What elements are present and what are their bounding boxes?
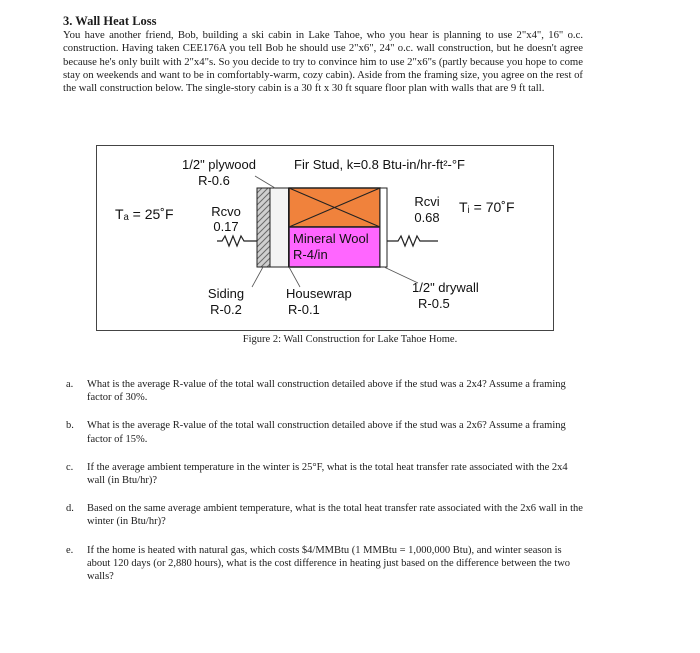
- housewrap-label: Housewrap: [286, 286, 352, 301]
- plywood-leader: [255, 176, 275, 188]
- siding-leader: [252, 267, 263, 287]
- siding-r-value: R-0.2: [210, 302, 242, 317]
- question-marker: c.: [66, 461, 74, 473]
- housewrap-r-value: R-0.1: [288, 302, 320, 317]
- drywall-label: 1/2" drywall: [412, 280, 479, 295]
- question-text: Based on the same average ambient temperature, what is the total heat transfer rate associated with the 2x6 wall in the winter (in Btu/hr)?: [87, 503, 583, 528]
- drywall-layer: [380, 188, 387, 267]
- siding-layer: [257, 188, 270, 267]
- problem-title: 3. Wall Heat Loss: [63, 14, 157, 28]
- drywall-r-value: R-0.5: [418, 296, 450, 311]
- outside-resistor-icon: [217, 236, 257, 246]
- question-marker: b.: [66, 420, 74, 432]
- insulation-label: Mineral Wool: [293, 231, 369, 246]
- indoor-temp-label: Tᵢ = 70˚F: [459, 199, 515, 215]
- siding-label: Siding: [207, 286, 245, 301]
- question-text: What is the average R-value of the total wall construction detailed above if the stud was a 2x4? Assume a framing factor of 30%.: [87, 379, 566, 404]
- rcvi-label: Rcvi: [414, 194, 440, 209]
- question-d: [66, 502, 586, 528]
- question-text: If the home is heated with natural gas, which costs $4/MMBtu (1 MMBtu = 1,000,000 Btu), and winter season is about 120 days (or 2,880 hours), what is the cost difference in heating just based on the difference between the two walls?: [87, 544, 571, 583]
- ambient-temp-label: Tₐ = 25˚F: [115, 206, 174, 222]
- question-marker: a.: [66, 379, 74, 390]
- problem-intro: You have another friend, Bob, building a ski cabin in Lake Tahoe, who you hear is planning to use 2"x4", 16" o.c. construction. Having taken CEE176A you tell Bob he should use 2"x6", 24" o.c. wall construction, but he doesn't agree because he's only built with 2"x4"s. So you decide to try to convince him to use 2"x6"s (partly because you hope to come stay on weekends and want to be in comfortably-warm, cozy cabin). Aside from the framing size, you agree on the rest of the wall construction below. The single-story cabin is a 30 ft x 30 ft square floor plan with walls that are 9 ft tall.: [63, 29, 583, 95]
- stud-label: Fir Stud, k=0.8 Btu-in/hr-ft²-°F: [294, 157, 465, 172]
- question-text: What is the average R-value of the total wall construction detailed above if the stud was a 2x6? Assume a framing factor of 15%.: [87, 420, 566, 445]
- rcvi-value: 0.68: [414, 210, 440, 225]
- plywood-layer: [270, 188, 289, 267]
- figure-caption: Figure 2: Wall Construction for Lake Tahoe Home.: [242, 334, 458, 345]
- question-a: [66, 378, 586, 404]
- insulation-r-value: R-4/in: [293, 247, 328, 262]
- housewrap-leader: [289, 267, 300, 287]
- plywood-r-value: R-0.6: [198, 173, 230, 188]
- question-text: If the average ambient temperature in the winter is 25°F, what is the total heat transfer rate associated with the 2x4 wall (in Btu/hr)?: [87, 461, 568, 487]
- question-marker: d.: [66, 503, 74, 515]
- question-c: [66, 461, 586, 487]
- question-marker: e.: [66, 544, 74, 556]
- inside-resistor-icon: [387, 236, 438, 246]
- rcvo-value: 0.17: [213, 219, 239, 234]
- question-list: [66, 378, 586, 583]
- rcvo-label: Rcvo: [211, 204, 241, 219]
- question-b: [66, 419, 586, 445]
- plywood-label: 1/2" plywood: [182, 157, 256, 172]
- question-e: [66, 544, 586, 584]
